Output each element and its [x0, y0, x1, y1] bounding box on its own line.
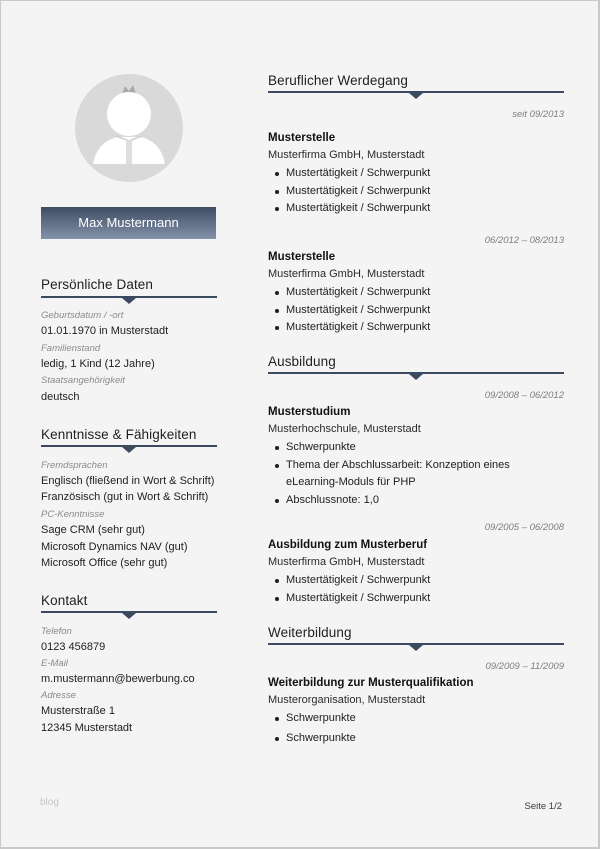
value-address: 12345 Musterstadt — [41, 722, 133, 734]
label-phone: Telefon — [41, 626, 72, 637]
entry-bullets — [275, 572, 565, 607]
entry-title: Musterstelle — [268, 132, 336, 144]
label-address: Adresse — [41, 690, 76, 701]
entry-date: 09/2005 – 06/2008 — [484, 522, 564, 533]
list-item: Mustertätigkeit / Schwerpunkt — [275, 319, 565, 337]
section-title-contact: Kontakt — [41, 593, 88, 608]
value-pc-skill: Microsoft Office (sehr gut) — [41, 557, 168, 569]
entry-title: Musterstudium — [268, 406, 351, 418]
section-title-personal: Persönliche Daten — [41, 277, 154, 292]
section-divider — [268, 91, 564, 93]
label-nationality: Staatsangehörigkeit — [41, 375, 125, 386]
name-banner: Max Mustermann — [41, 207, 216, 239]
entry-date: seit 09/2013 — [512, 109, 564, 120]
watermark: blog — [40, 797, 59, 808]
label-languages: Fremdsprachen — [41, 460, 108, 471]
list-item: Schwerpunkte — [275, 730, 565, 748]
section-title-education: Ausbildung — [268, 354, 336, 369]
entry-bullets — [275, 165, 565, 218]
section-divider — [41, 445, 217, 447]
entry-date: 09/2009 – 11/2009 — [485, 661, 564, 672]
section-title-skills: Kenntnisse & Fähigkeiten — [41, 427, 197, 442]
entry-date: 06/2012 – 08/2013 — [484, 235, 564, 246]
entry-title: Weiterbildung zur Musterqualifikation — [268, 677, 474, 689]
label-pc-skills: PC-Kenntnisse — [41, 509, 105, 520]
entry-bullets — [275, 284, 565, 337]
section-title-training: Weiterbildung — [268, 625, 352, 640]
value-language: Englisch (fließend in Wort & Schrift) — [41, 475, 215, 487]
list-item: Mustertätigkeit / Schwerpunkt — [275, 572, 565, 590]
value-language: Französisch (gut in Wort & Schrift) — [41, 491, 209, 503]
value-nationality: deutsch — [41, 391, 80, 403]
list-item: Mustertätigkeit / Schwerpunkt — [275, 284, 565, 302]
label-email: E-Mail — [41, 658, 68, 669]
list-item: Mustertätigkeit / Schwerpunkt — [275, 302, 565, 320]
page-number: Seite 1/2 — [524, 801, 562, 812]
entry-org: Musterfirma GmbH, Musterstadt — [268, 268, 425, 280]
value-address: Musterstraße 1 — [41, 705, 115, 717]
section-divider — [268, 372, 564, 374]
value-pc-skill: Microsoft Dynamics NAV (gut) — [41, 541, 188, 553]
value-marital: ledig, 1 Kind (12 Jahre) — [41, 358, 155, 370]
section-title-career: Beruflicher Werdegang — [268, 73, 408, 88]
list-item: Mustertätigkeit / Schwerpunkt — [275, 590, 565, 608]
section-divider — [41, 611, 217, 613]
entry-org: Musterhochschule, Musterstadt — [268, 423, 421, 435]
list-item: Abschlussnote: 1,0 — [275, 492, 565, 510]
entry-org: Musterfirma GmbH, Musterstadt — [268, 149, 425, 161]
list-item: Mustertätigkeit / Schwerpunkt — [275, 165, 565, 183]
value-phone[interactable]: 0123 456879 — [41, 641, 106, 653]
entry-title: Ausbildung zum Musterberuf — [268, 539, 428, 551]
value-email[interactable]: m.mustermann@bewerbung.co — [41, 673, 195, 685]
label-birth: Geburtsdatum / -ort — [41, 310, 124, 321]
list-item: Schwerpunkte — [275, 710, 565, 728]
entry-org: Musterorganisation, Musterstadt — [268, 694, 426, 706]
value-pc-skill: Sage CRM (sehr gut) — [41, 524, 145, 536]
entry-date: 09/2008 – 06/2012 — [484, 390, 564, 401]
list-item: Mustertätigkeit / Schwerpunkt — [275, 183, 565, 201]
person-placeholder-icon — [75, 74, 183, 182]
section-divider — [268, 643, 564, 645]
section-divider — [41, 296, 217, 298]
list-item: Schwerpunkte — [275, 439, 565, 457]
list-item: Mustertätigkeit / Schwerpunkt — [275, 200, 565, 218]
value-birth: 01.01.1970 in Musterstadt — [41, 325, 169, 337]
entry-bullets — [275, 710, 565, 747]
cv-page — [1, 1, 598, 847]
entry-bullets — [275, 439, 565, 509]
label-marital: Familienstand — [41, 343, 101, 354]
entry-org: Musterfirma GmbH, Musterstadt — [268, 556, 425, 568]
entry-title: Musterstelle — [268, 251, 336, 263]
list-item: Thema der Abschlussarbeit: Konzeption eines eLearning-Moduls für PHP — [275, 457, 565, 492]
